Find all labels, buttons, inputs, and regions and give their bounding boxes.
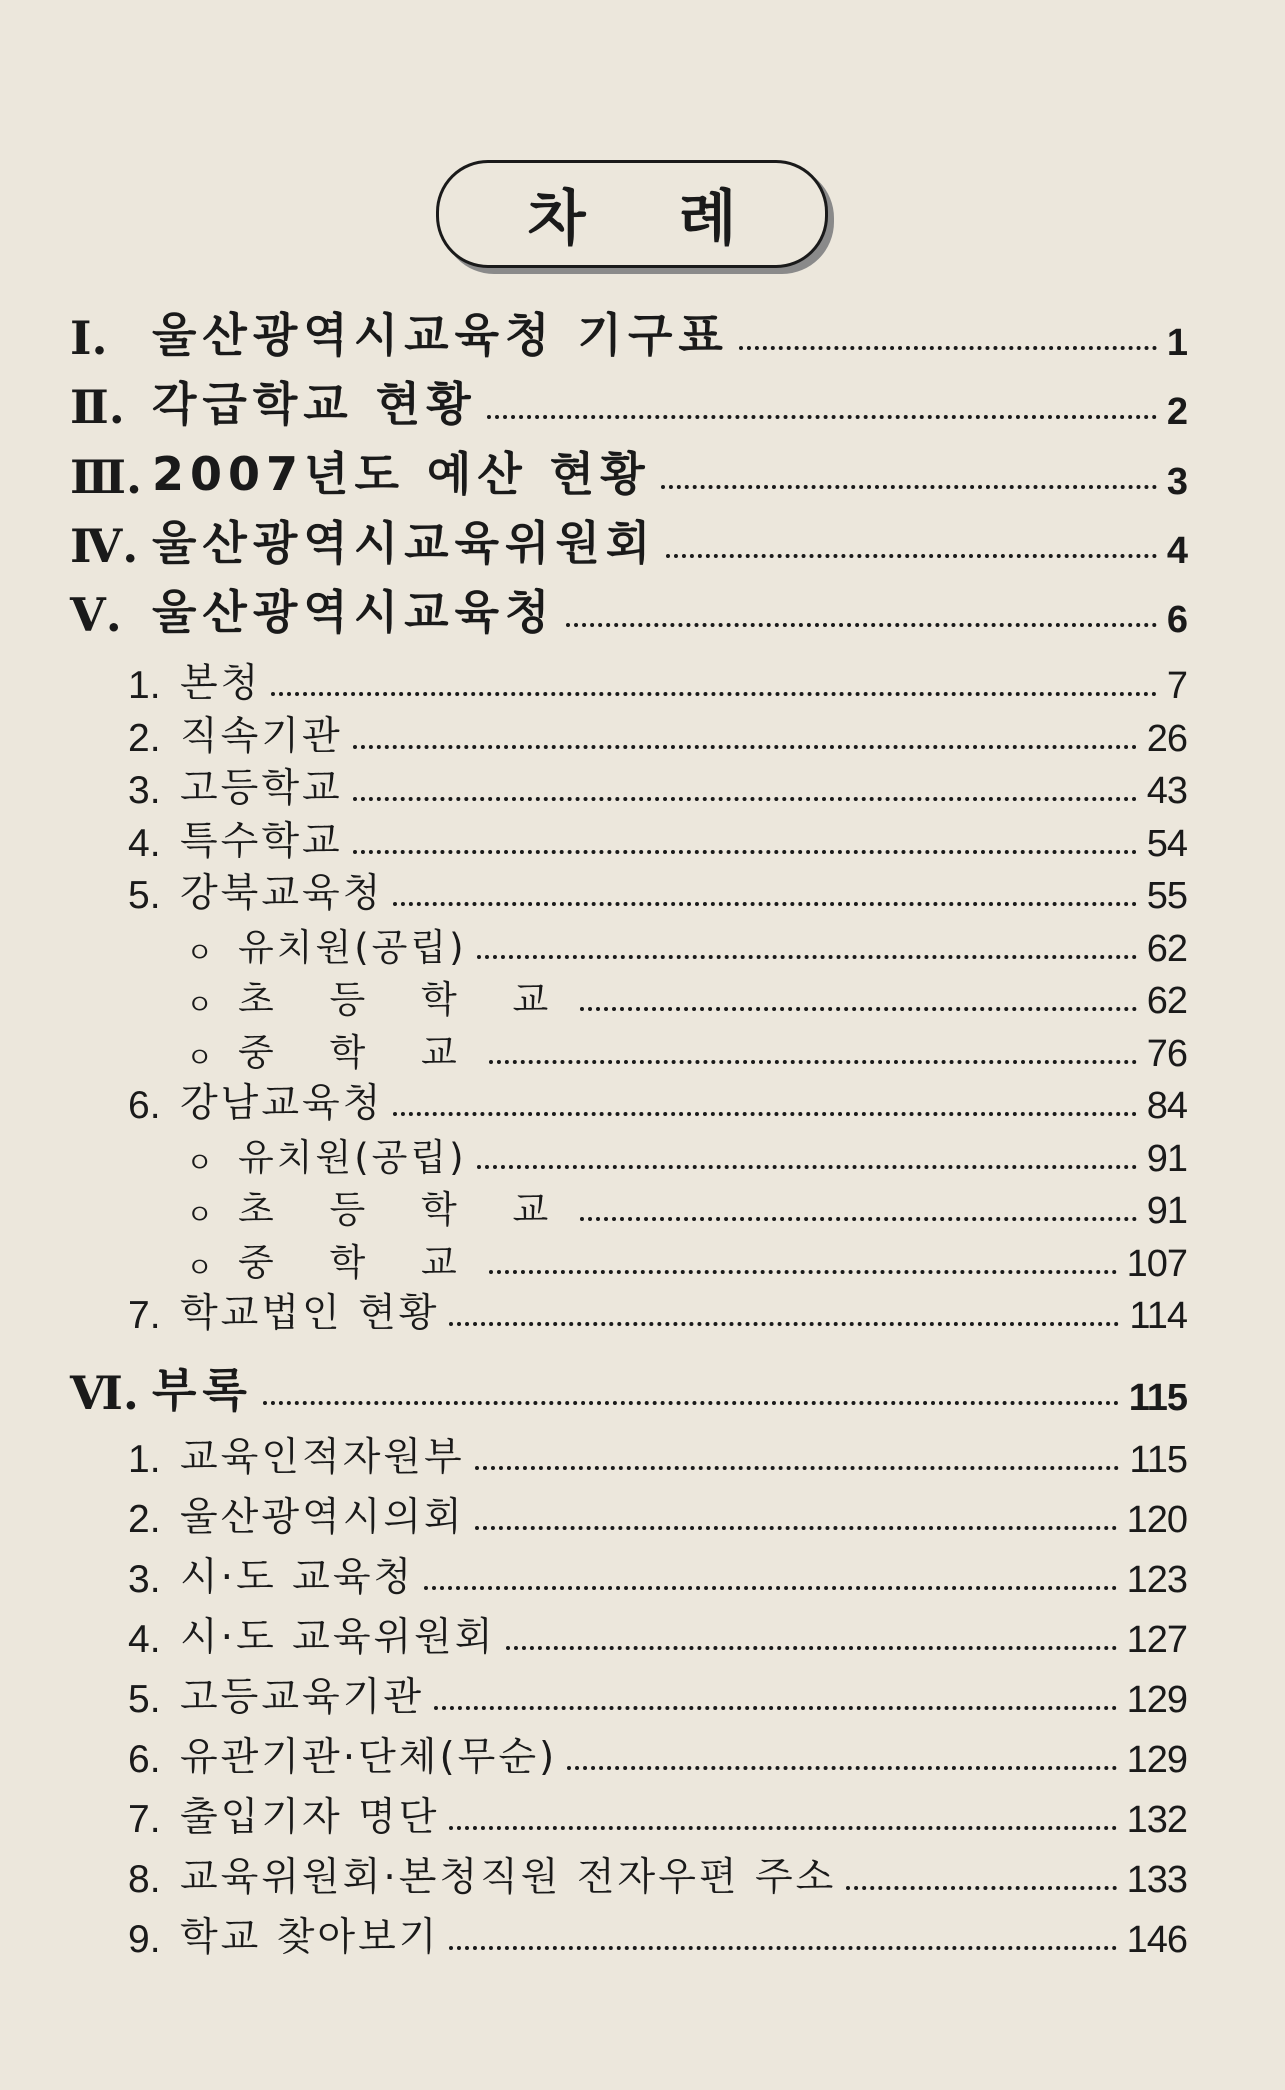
item-number: 6. — [128, 1738, 161, 1781]
subitem-label: 초 등 학 교 — [238, 978, 571, 1021]
dot-leader — [424, 1586, 1116, 1590]
item-number: 2. — [128, 1498, 161, 1541]
item-label: 학교법인 현황 — [180, 1291, 440, 1336]
item-label: 교육위원회·본청직원 전자우편 주소 — [180, 1855, 837, 1900]
subitem-label: 유치원(공립) — [238, 1136, 467, 1179]
toc-section-6[interactable] — [70, 1358, 1187, 1420]
section-label: 울산광역시교육청 기구표 — [152, 308, 729, 362]
dot-leader — [477, 1165, 1137, 1169]
item-number: 5. — [128, 874, 161, 917]
toc-subitem[interactable] — [186, 1236, 1187, 1286]
toc-subitem[interactable] — [186, 1183, 1187, 1233]
item-number: 4. — [128, 822, 161, 865]
toc-item[interactable] — [128, 1492, 1187, 1542]
page-number: 4 — [1166, 530, 1187, 572]
page-number: 91 — [1146, 1138, 1187, 1180]
item-label: 본청 — [180, 661, 262, 706]
section-label: 각급학교 현황 — [152, 377, 477, 431]
dot-leader — [580, 1007, 1136, 1011]
page-number: 76 — [1146, 1033, 1187, 1075]
dot-leader — [271, 692, 1157, 696]
toc-item[interactable] — [128, 763, 1187, 813]
toc-subitem[interactable] — [186, 1026, 1187, 1076]
item-label: 울산광역시의회 — [180, 1495, 465, 1540]
dot-leader — [393, 1112, 1136, 1116]
page-number: 133 — [1126, 1859, 1187, 1901]
toc-section-5[interactable] — [70, 580, 1187, 642]
dot-leader — [475, 1526, 1117, 1530]
item-number: 5. — [128, 1678, 161, 1721]
item-number: 4. — [128, 1618, 161, 1661]
toc-section-2[interactable] — [70, 372, 1187, 434]
page-number: 132 — [1126, 1799, 1187, 1841]
item-number: 9. — [128, 1918, 161, 1961]
toc-subitem[interactable] — [186, 973, 1187, 1023]
toc-item[interactable] — [128, 1912, 1187, 1962]
toc-item[interactable] — [128, 1078, 1187, 1128]
dot-leader — [449, 1322, 1119, 1326]
toc-item[interactable] — [128, 816, 1187, 866]
toc-item[interactable] — [128, 658, 1187, 708]
bullet-marker: ㅇ — [186, 1041, 214, 1074]
item-number: 3. — [128, 1558, 161, 1601]
page-number: 84 — [1146, 1085, 1187, 1127]
dot-leader — [475, 1466, 1120, 1470]
bullet-marker: ㅇ — [186, 1146, 214, 1179]
dot-leader — [489, 1060, 1137, 1064]
toc-section-4[interactable] — [70, 511, 1187, 573]
toc-subitem[interactable] — [186, 921, 1187, 971]
toc-item[interactable] — [128, 711, 1187, 761]
item-label: 강북교육청 — [180, 871, 384, 916]
item-label: 학교 찾아보기 — [180, 1915, 440, 1960]
item-label: 유관기관·단체(무순) — [180, 1735, 558, 1780]
page-number: 120 — [1126, 1499, 1187, 1541]
section-label: 울산광역시교육위원회 — [152, 516, 657, 570]
dot-leader — [566, 623, 1157, 627]
dot-leader — [846, 1886, 1116, 1890]
item-number: 8. — [128, 1858, 161, 1901]
page-number: 129 — [1126, 1739, 1187, 1781]
dot-leader — [449, 1946, 1116, 1950]
item-number: 6. — [128, 1084, 161, 1127]
item-label: 직속기관 — [180, 714, 343, 759]
dot-leader — [477, 955, 1137, 959]
toc-item[interactable] — [128, 1732, 1187, 1782]
item-number: 1. — [128, 664, 161, 707]
page-number: 91 — [1146, 1190, 1187, 1232]
dot-leader — [393, 902, 1136, 906]
bullet-marker: ㅇ — [186, 936, 214, 969]
page-number: 55 — [1146, 875, 1187, 917]
item-number: 1. — [128, 1438, 161, 1481]
toc-title-box — [436, 160, 828, 268]
page-number: 7 — [1166, 665, 1187, 707]
subitem-label: 중 학 교 — [238, 1031, 479, 1074]
section-number: Ⅳ. — [70, 519, 139, 573]
toc-section-1[interactable] — [70, 303, 1187, 365]
page-number: 114 — [1129, 1295, 1187, 1337]
page-number: 62 — [1146, 928, 1187, 970]
page-number: 127 — [1126, 1619, 1187, 1661]
page-number: 115 — [1128, 1377, 1187, 1419]
bullet-marker: ㅇ — [186, 1251, 214, 1284]
page-number: 1 — [1166, 322, 1187, 364]
page-number: 129 — [1126, 1679, 1187, 1721]
section-label: 울산광역시교육청 — [152, 585, 556, 639]
dot-leader — [353, 797, 1137, 801]
dot-leader — [489, 1270, 1117, 1274]
page-number: 62 — [1146, 980, 1187, 1022]
page-number: 43 — [1146, 770, 1187, 812]
dot-leader — [353, 745, 1137, 749]
section-number: Ⅲ. — [70, 450, 143, 504]
dot-leader — [434, 1706, 1117, 1710]
subitem-label: 초 등 학 교 — [238, 1188, 571, 1231]
section-number: Ⅴ. — [70, 588, 122, 642]
dot-leader — [580, 1217, 1136, 1221]
dot-leader — [666, 554, 1156, 558]
item-label: 고등교육기관 — [180, 1675, 425, 1720]
item-number: 3. — [128, 769, 161, 812]
item-label: 고등학교 — [180, 766, 343, 811]
bullet-marker: ㅇ — [186, 1198, 214, 1231]
section-number: Ⅵ. — [70, 1366, 139, 1420]
item-number: 7. — [128, 1294, 161, 1337]
page-number: 54 — [1146, 823, 1187, 865]
toc-item[interactable] — [128, 1792, 1187, 1842]
subitem-label: 유치원(공립) — [238, 926, 467, 969]
toc-item[interactable] — [128, 1672, 1187, 1722]
dot-leader — [487, 415, 1157, 419]
dot-leader — [449, 1826, 1116, 1830]
item-label: 출입기자 명단 — [180, 1795, 440, 1840]
toc-item[interactable] — [128, 1288, 1187, 1338]
dot-leader — [263, 1401, 1119, 1405]
dot-leader — [506, 1646, 1117, 1650]
item-label: 특수학교 — [180, 819, 343, 864]
item-label: 시·도 교육위원회 — [180, 1615, 496, 1660]
subitem-label: 중 학 교 — [238, 1241, 479, 1284]
item-label: 교육인적자원부 — [180, 1435, 465, 1480]
section-label: 2007년도 예산 현황 — [152, 447, 651, 501]
toc-item[interactable] — [128, 1852, 1187, 1902]
page-number: 146 — [1126, 1919, 1187, 1961]
item-label: 시·도 교육청 — [180, 1555, 415, 1600]
toc-item[interactable] — [128, 1432, 1187, 1482]
dot-leader — [661, 485, 1157, 489]
page-number: 26 — [1146, 718, 1187, 760]
item-label: 강남교육청 — [180, 1081, 384, 1126]
page-number: 6 — [1166, 599, 1187, 641]
section-number: Ⅰ. — [70, 311, 108, 365]
item-number: 2. — [128, 717, 161, 760]
section-label: 부록 — [152, 1363, 253, 1417]
toc-item[interactable] — [128, 1612, 1187, 1662]
section-number: Ⅱ. — [70, 380, 125, 434]
toc-section-3[interactable] — [70, 442, 1187, 504]
dot-leader — [567, 1766, 1116, 1770]
dot-leader — [739, 346, 1157, 350]
bullet-marker: ㅇ — [186, 988, 214, 1021]
dot-leader — [353, 850, 1137, 854]
page-number: 123 — [1126, 1559, 1187, 1601]
page-number: 3 — [1166, 461, 1187, 503]
page-number: 107 — [1126, 1243, 1187, 1285]
page-number: 2 — [1166, 391, 1187, 433]
toc-item[interactable] — [128, 1552, 1187, 1602]
item-number: 7. — [128, 1798, 161, 1841]
toc-subitem[interactable] — [186, 1131, 1187, 1181]
toc-title: 차 례 — [527, 184, 773, 254]
page-number: 115 — [1129, 1439, 1187, 1481]
toc-item[interactable] — [128, 868, 1187, 918]
